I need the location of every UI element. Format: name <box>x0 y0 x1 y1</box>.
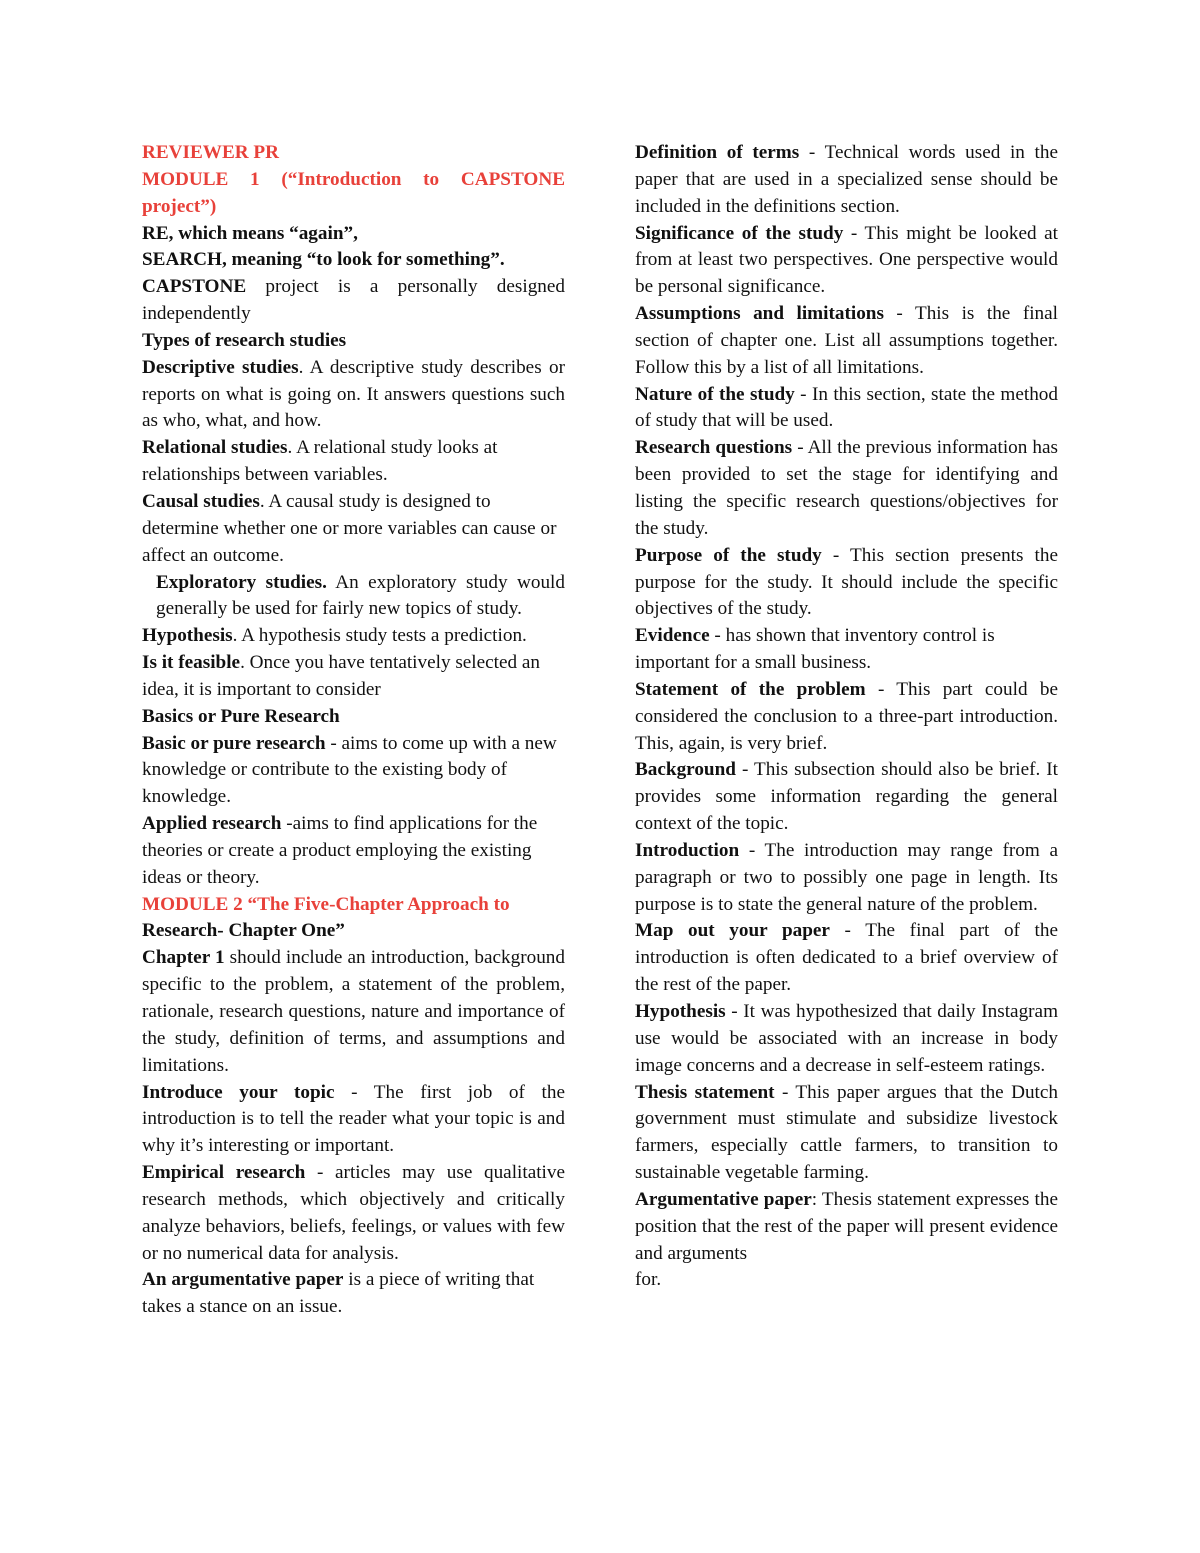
module-2-heading: MODULE 2 “The Five-Chapter Approach to <box>142 893 510 915</box>
right-column <box>635 140 1058 1294</box>
argumentative-paper-tail: for. <box>635 1269 662 1291</box>
definition-of-terms: Definition of terms - Technical words used in the paper that are used in a specialized sense should be included in the definitions section. <box>635 142 1059 217</box>
statement-of-problem: Statement of the problem - This part could be considered the conclusion to a three-part introduction. This, again, is very brief. <box>635 678 1058 754</box>
capstone-definition: CAPSTONE project is a personally designed independently <box>142 276 565 325</box>
basic-research: Basic or pure research - aims to come up with a new knowledge or contribute to the existing body of knowledge. <box>142 732 557 808</box>
module-1-heading: MODULE 1 (“Introduction to CAPSTONE project”) <box>142 168 565 217</box>
causal-studies: Causal studies. A causal study is designed to determine whether one or more variables can cause or affect an outcome. <box>142 490 557 566</box>
assumptions-limitations: Assumptions and limitations - This is the final section of chapter one. List all assumptions together. Follow this by a list of all limitations. <box>635 303 1058 378</box>
module-2-subheading: Research- Chapter One” <box>142 920 345 942</box>
exploratory-studies: Exploratory studies. An exploratory study would generally be used for fairly new topics of study. <box>156 571 565 620</box>
re-line: RE, which means “again”, <box>142 222 358 244</box>
basics-heading: Basics or Pure Research <box>142 705 340 727</box>
relational-studies: Relational studies. A relational study looks at relationships between variables. <box>142 437 498 486</box>
empirical-research: Empirical research - articles may use qualitative research methods, which objectively and critically analyze behaviors, beliefs, feelings, or values with few or no numerical data for analysis. <box>142 1162 565 1264</box>
nature-of-study: Nature of the study - In this section, state the method of study that will be used. <box>635 383 1058 432</box>
left-column <box>142 140 565 1321</box>
thesis-statement: Thesis statement - This paper argues that the Dutch government must stimulate and subsidize livestock farmers, especially cattle farmers, to transition to sustainable vegetable farming. <box>635 1081 1058 1184</box>
applied-research: Applied research -aims to find applications for the theories or create a product employing the existing ideas or theory. <box>142 813 538 888</box>
research-questions: Research questions - All the previous information has been provided to set the stage for identifying and listing the specific research questions/objectives for the study. <box>635 437 1058 539</box>
argumentative-paper-definition: An argumentative paper is a piece of writing that takes a stance on an issue. <box>142 1269 535 1318</box>
hypothesis-study: Hypothesis. A hypothesis study tests a prediction. <box>142 625 527 647</box>
types-heading: Types of research studies <box>142 329 347 351</box>
evidence: Evidence - has shown that inventory control is important for a small business. <box>635 625 995 674</box>
introduction: Introduction - The introduction may range from a paragraph or two to possibly one page in length. Its purpose is to state the general nature of the problem. <box>635 839 1058 915</box>
introduce-topic: Introduce your topic - The first job of the introduction is to tell the reader what your topic is and why it’s interesting or important. <box>142 1081 565 1157</box>
significance-of-study: Significance of the study - This might be looked at from at least two perspectives. One perspective would be personal significance. <box>635 222 1058 298</box>
argumentative-paper: Argumentative paper: Thesis statement expresses the position that the rest of the paper will present evidence and arguments <box>635 1188 1059 1264</box>
hypothesis-example: Hypothesis - It was hypothesized that daily Instagram use would be associated with an increase in body image concerns and a decrease in self-esteem ratings. <box>635 1001 1058 1076</box>
is-it-feasible: Is it feasible. Once you have tentatively selected an idea, it is important to consider <box>142 652 541 700</box>
chapter-1: Chapter 1 should include an introduction, background specific to the problem, a statement of the problem, rationale, research questions, nature and importance of the study, definition of terms, and assumptions and limitations. <box>142 947 565 1076</box>
map-out-paper: Map out your paper - The final part of the introduction is often dedicated to a brief overview of the rest of the paper. <box>635 920 1058 996</box>
purpose-of-study: Purpose of the study - This section presents the purpose for the study. It should include the specific objectives of the study. <box>635 544 1058 620</box>
descriptive-studies: Descriptive studies. A descriptive study describes or reports on what is going on. It answers questions such as who, what, and how. <box>142 356 566 432</box>
background: Background - This subsection should also be brief. It provides some information regarding the general context of the topic. <box>635 759 1058 835</box>
search-line: SEARCH, meaning “to look for something”. <box>142 249 505 271</box>
document-title: REVIEWER PR <box>142 142 279 163</box>
